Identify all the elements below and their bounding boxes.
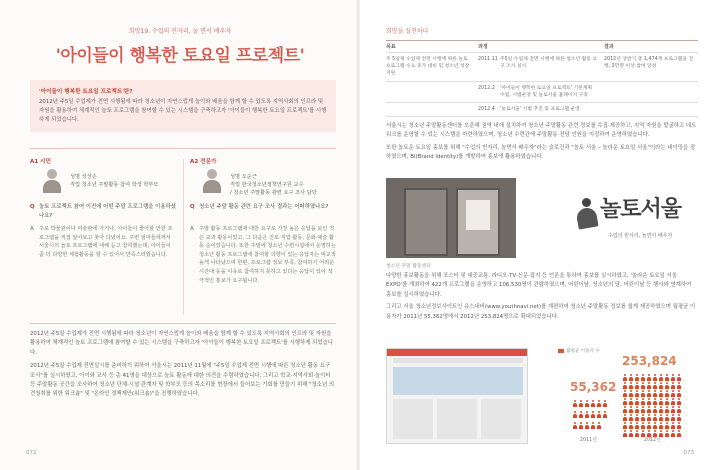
person-icon (670, 398, 675, 405)
table-cell (386, 106, 478, 113)
table-cell (604, 85, 698, 99)
table-cell (604, 106, 698, 113)
person-icon (596, 422, 601, 429)
intro-box (30, 80, 336, 132)
person-icon (646, 390, 651, 397)
person-icon (670, 382, 675, 389)
interviewee-expert (190, 157, 336, 284)
person-icon (664, 398, 669, 405)
info-line: 직업 한국청소년정책연구원 교수 (230, 182, 304, 188)
chart-legend (558, 348, 600, 354)
person-icon (572, 400, 577, 407)
category-label-2012: 2012년 (644, 438, 661, 443)
table-row (386, 82, 698, 103)
interviewee-label: A2 전문가 (190, 159, 217, 165)
person-icon (652, 398, 657, 405)
person-icon (646, 406, 651, 413)
person-icon (640, 390, 645, 397)
table-cell: 2012년 상반기 총 1,474개 프로그램을 진행, 3만명 이상 참여 달성 (604, 57, 694, 70)
right-body-text-1 (386, 122, 698, 166)
table-row (386, 103, 698, 117)
person-icon (634, 398, 639, 405)
person-icon (664, 374, 669, 381)
person-icon (640, 406, 645, 413)
column-header: 과정 (478, 44, 488, 50)
person-icon (664, 422, 669, 429)
person-icon (646, 422, 651, 429)
person-icon (622, 414, 627, 421)
person-icon (578, 411, 583, 418)
website-screenshot (386, 348, 528, 444)
question-text: 놀토 프로젝트 참여 이전에 어떤 주말 프로그램을 이용하셨나요? (39, 204, 176, 219)
person-icon (658, 406, 663, 413)
person-icon (664, 430, 669, 437)
person-icon (628, 422, 633, 429)
table-cell: 2012.2 (478, 85, 495, 91)
column-header: 결과 (604, 44, 614, 50)
person-icon (634, 374, 639, 381)
person-icon (602, 400, 607, 407)
legend-label: 월평균 이용자 수 (566, 349, 600, 354)
person-icon (622, 406, 627, 413)
summary-table (386, 40, 698, 117)
column-header: 목표 (386, 44, 396, 50)
person-icon (622, 374, 627, 381)
running-figure-icon (576, 198, 598, 234)
person-icon (664, 382, 669, 389)
person-icon (646, 374, 651, 381)
center-photo (386, 178, 516, 258)
person-icon (646, 382, 651, 389)
intro-answer: 2012년 주5일 수업제가 전면 시행됨에 따라 청소년이 자연스럽게 놀이와 배움을 함께 할 수 있도록 지역사회의 인프라 및 자원을 활용하여 체계적인 놀토 프로그램을 참여할 수 있는 시스템을 구축하고자 '아이들이 행복한 토요일 프로젝트'를 시행하게 되었습니다. (39, 99, 327, 123)
avatar (202, 169, 222, 193)
pictogram-bar-2011 (572, 400, 612, 432)
answer-text: 주말 활동 프로그램에 대한 요구로 가장 높은 응답을 보인 것은 교과 활동이었고, 그 다음은 진로·직업 활동, 문화·예술 활동 순이었습니다. 또한 주말에 청소년 수련시설에서 운영하는 청소년 활동 프로그램에 참여할 의향이 있는 응답자는 비교적 높게 나타났으며 한편, 프로그램 정보 부족, 참여하기 어려운 시간대 등을 이유로 참여하지 못하고 있다는 응답이 있어 적극적인 홍보가 요구됩니다. (199, 226, 336, 284)
person-icon (628, 382, 633, 389)
table-cell: 2011.11 (478, 57, 498, 62)
person-icon (658, 390, 663, 397)
data-label-2011: 55,362 (570, 380, 617, 394)
person-icon (640, 414, 645, 421)
person-icon (602, 411, 607, 418)
interviewee-citizen (30, 157, 176, 258)
page-number: 072 (26, 450, 37, 456)
person-icon (590, 411, 595, 418)
person-icon (664, 406, 669, 413)
person-icon (676, 414, 681, 421)
person-icon (628, 430, 633, 437)
paragraph: 서울시는 청소년 주말활동센터를 오픈해 권역 내에 설치하여 청소년 주말활동 관련 정보를 수집·제공하고, 지역 자원을 발굴하고 네트워크를 운영할 수 있는 시스템을 마련하였으며, 청소년 수련관에 주말활동 전담 인원을 지정하여 운영하였습니다. (386, 123, 697, 139)
person-icon (676, 398, 681, 405)
person-icon (646, 414, 651, 421)
person-icon (634, 382, 639, 389)
person-icon (670, 422, 675, 429)
intro-question: '아이들이 행복한 토요일 프로젝트'란? (39, 89, 133, 95)
person-icon (658, 414, 663, 421)
person-icon (622, 390, 627, 397)
data-label-2012: 253,824 (622, 354, 677, 368)
pictogram-bar-2012 (622, 374, 682, 432)
paragraph: 다양한 홍보활동을 위해 포스터 및 대중교통, 라디오·TV·신문·잡지 등 언론을 통하여 홍보를 실시하였고, '놀라운 토요일 서울 EXPO'를 개최하여 422개 프로그램을 운영하고 106,530명이 관람하였으며, 어린이날, 청소년의 달, 어린이날 등 행사와 연계하여 홍보를 실시하였습니다. (386, 273, 692, 298)
person-icon (628, 398, 633, 405)
chapter-kicker: 희망19. 수업의 전자리, 놀 면서 배우자 (128, 28, 232, 35)
paragraph: 2012년 주5일 수업제가 전면 시행됨에 따라 청소년이 자연스럽게 놀이와 배움을 함께 할 수 있도록 지역사회의 인프라 및 자원을 활용하여 체계적인 놀토 프로그램에 참여할 수 있는 시스템을 구축하고자 '아이들이 행복한 토요일 프로젝트'를 시행하게 되었습니다. (30, 331, 333, 356)
interview-question (190, 203, 336, 212)
person-icon (640, 398, 645, 405)
notoseoul-logo (576, 192, 696, 254)
person-icon (634, 406, 639, 413)
answer-text: 주로 박물관이나 미술관에 가거나, 아이들이 좋아할 만한 프로그램을 직접 알아보고 찾아 다녔어요. 주변 엄마들에게서 서울시의 놀토 프로그램에 대해 듣고 참여했는데, 아이들이 좀 더 다양한 체험활동을 할 수 있어서 만족스러웠습니다. (39, 226, 173, 258)
person-icon (590, 400, 595, 407)
person-icon (676, 390, 681, 397)
person-icon (664, 414, 669, 421)
avatar (42, 169, 62, 193)
users-chart (550, 344, 700, 448)
person-icon (658, 422, 663, 429)
interview-answer (30, 225, 176, 259)
person-icon (572, 411, 577, 418)
table-cell (386, 85, 478, 99)
person-icon (676, 374, 681, 381)
person-icon (578, 422, 583, 429)
site-block (393, 399, 433, 439)
paragraph: 그리고 서울 청소년정보사이트인 유스내비(www.youthnavi.net)를 개편하여 청소년 주말활동 정보를 쉽게 제공하였으며 월평균 이용자가 2011년 55,362명에서 2012년 253,824명으로 확대되었습니다. (386, 304, 696, 320)
person-icon (676, 422, 681, 429)
legend-swatch (558, 349, 564, 353)
person-icon (622, 382, 627, 389)
question-mark: Q (190, 204, 195, 210)
person-icon (670, 406, 675, 413)
question-text: 청소년 주말 활동 관련 요구 조사 결과는 어떠하였나요? (199, 204, 329, 210)
answer-mark: A (190, 226, 195, 232)
person-icon (622, 430, 627, 437)
person-icon (652, 374, 657, 381)
person-icon (584, 411, 589, 418)
page-number: 073 (683, 450, 694, 456)
sign-shape (466, 200, 490, 230)
person-icon (676, 406, 681, 413)
person-icon (628, 406, 633, 413)
person-icon (640, 422, 645, 429)
logo-tagline: 수업의 빈자리, 놀면서 배우자 (608, 233, 673, 239)
site-block (437, 399, 477, 439)
person-icon (652, 390, 657, 397)
person-icon (676, 382, 681, 389)
site-header-bar (387, 349, 527, 356)
person-icon (578, 400, 583, 407)
info-line: 직업 청소년 주말활동 참여 학생 학부모 (70, 182, 159, 188)
person-icon (628, 374, 633, 381)
person-icon (628, 390, 633, 397)
left-body-text (30, 330, 336, 404)
person-icon (664, 390, 669, 397)
person-icon (584, 422, 589, 429)
table-cell: '아이들이 행복한 토요일 프로젝트' 기본계획 수립, 시범운영 및 놀토서울 홈페이지 구축 (500, 85, 593, 98)
person-icon (652, 414, 657, 421)
table-row (386, 53, 698, 82)
answer-mark: A (30, 226, 35, 232)
site-block (481, 399, 521, 439)
table-header (386, 41, 698, 53)
person-icon (634, 414, 639, 421)
info-line: / 청소년 주말활동 관련 요구 조사 담당 (230, 190, 317, 196)
person-icon (590, 422, 595, 429)
person-icon (596, 400, 601, 407)
person-icon (670, 374, 675, 381)
person-icon (584, 400, 589, 407)
interviewee-info (230, 173, 336, 197)
column-divider (183, 159, 184, 315)
interview-answer (190, 225, 336, 285)
person-icon (652, 382, 657, 389)
person-icon (622, 422, 627, 429)
paragraph: 또한 놀토운 토요일 홍보를 위해 "수업의 빈자리, 놀면서 배우자"라는 슬로건과 "놀토 서울 – 놀라운 토요일 서울"이라는 네이밍을 정하였으며, BI(Brand Identity)를 개발하여 홍보에 활용하였습니다. (386, 144, 696, 161)
person-icon (640, 374, 645, 381)
interviewee-label: A1 시민 (30, 159, 51, 165)
info-line: 성명 오순근 (230, 174, 257, 180)
person-icon (652, 406, 657, 413)
person-icon (622, 398, 627, 405)
site-banner (393, 367, 523, 395)
table-cell: '놀토서울' 시범 추진 및 프로그램 운영 (500, 107, 580, 113)
category-label-2011: 2011년 (580, 438, 597, 443)
person-icon (670, 390, 675, 397)
person-icon (596, 411, 601, 418)
person-icon (670, 414, 675, 421)
person-icon (652, 422, 657, 429)
person-icon (572, 422, 577, 429)
person-icon (676, 430, 681, 437)
person-icon (658, 398, 663, 405)
door-shape (404, 188, 448, 256)
person-icon (658, 382, 663, 389)
table-cell: 주 5일제 수업제 전면 시행에 따른 놀토 프로그램 수요 증가 대비 및 청소년 성장 지원 (386, 57, 470, 77)
site-nav (393, 358, 523, 363)
right-body-text-2 (386, 272, 698, 325)
page-title: '아이들이 행복한 토요일 프로젝트' (55, 46, 305, 66)
question-mark: Q (30, 204, 35, 210)
right-page (360, 0, 720, 470)
table-cell: 2012.4 (478, 107, 495, 113)
person-icon (634, 422, 639, 429)
section-heading: 희망을 실천하다 (386, 28, 429, 35)
person-icon (670, 430, 675, 437)
person-icon (634, 430, 639, 437)
paragraph: 2012년 주5일 수업제 전면실시를 준비하기 위하여 서울시는 2011년 11월에 "주5일 수업제 전면 시행에 따른 청소년 활동 요구 조사"를 실시하였고, 아이와 교사 등 총 41명을 대상으로 놀토 활동에 대한 의견을 수렴하였습니다. 그리고 학교·지역사회·놀이터 등 주말활동 공간을 조사하여 청소년 단체·시설 관계자 및 학부모 등의 목소리를 현장에서 들어보는 기회를 만들기 위해 "청소년 의견청취를 위한 워크숍" 및 "온라인 정책제안(워크숍)"을 진행하였습니다. (30, 363, 335, 398)
logo-wordmark: 놀토서울 (600, 197, 682, 222)
interview-section (30, 148, 336, 324)
person-icon (658, 374, 663, 381)
table-cell: 주5일 수업제 전면 시행에 따른 청소년 활동 요구 조사 실시 (500, 57, 598, 70)
info-line: 성명 성성손 (70, 174, 97, 180)
person-icon (646, 398, 651, 405)
column-header (500, 43, 604, 50)
person-icon (640, 382, 645, 389)
person-icon (634, 390, 639, 397)
interview-question (30, 203, 176, 220)
person-icon (628, 414, 633, 421)
interviewee-info (70, 173, 176, 189)
photo-caption: 청소년 주말 활동센터 (386, 264, 431, 269)
